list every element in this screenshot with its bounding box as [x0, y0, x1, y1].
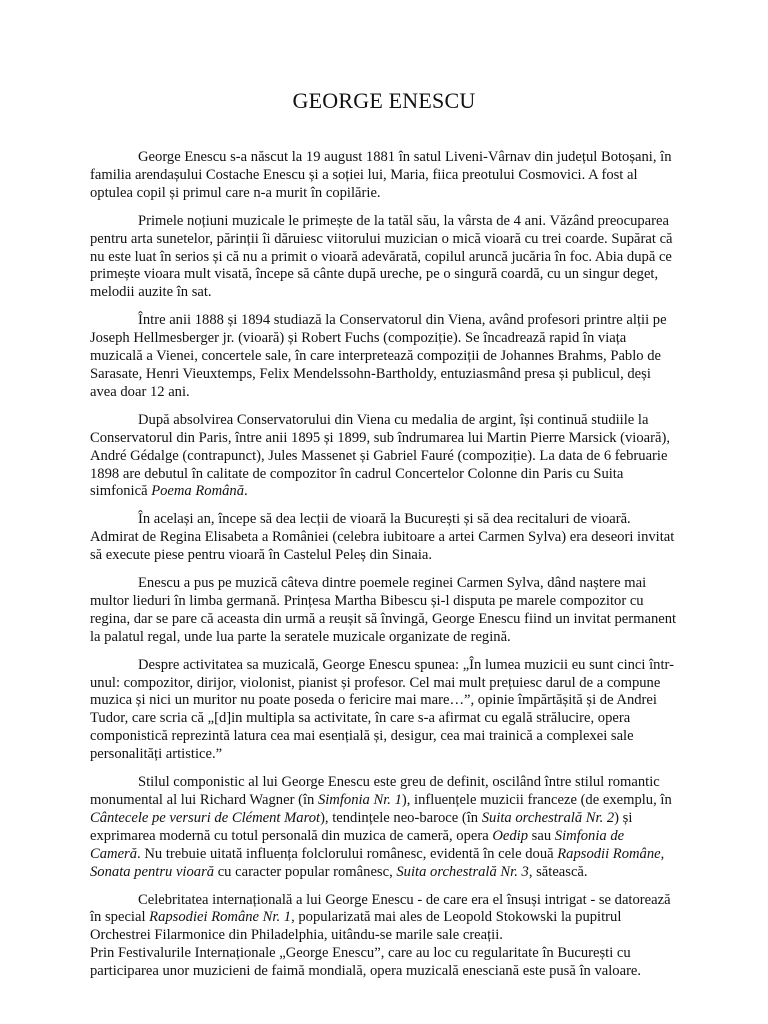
paragraph-text: .	[244, 483, 248, 500]
work-title: Poema Română	[151, 483, 245, 500]
work-title: Rapsodiei Române Nr. 1	[149, 909, 292, 926]
paragraph-text: ), tendințele neo-baroce (în	[320, 809, 482, 826]
paragraph-text: sau	[528, 827, 555, 844]
paragraph-text: . Nu trebuie uitată influența folclorului românesc, evidentă în cele două	[137, 845, 558, 862]
paragraph-carmen-sylva: Enescu a pus pe muzică câteva dintre poemele reginei Carmen Sylva, dând naștere mai multor lieduri în limba germană. Prințesa Martha Bibescu și-l disputa pe marele compozitor cu regina, dar se pare că aceasta din urmă a reușit să învingă, George Enescu fiind un invitat permanent la palatul regal, unde lua parte la seratele muzicale organizate de regină.	[90, 575, 677, 645]
work-title: Rapsodii Române	[557, 845, 661, 862]
paragraph-text: Celebritatea internațională a lui George Enescu - de care era el însuși intrigat - se datorează în special	[90, 891, 671, 926]
work-title: Sonata pentru vioară	[90, 863, 215, 880]
paragraph-style	[90, 774, 678, 881]
paragraph-text: , popularizată mai ales de Leopold Stokowski la pupitrul Orchestrei Filarmonice din Philadelphia, uitându-se marile sale creații.	[90, 909, 622, 944]
paragraph-text: , sătească.	[528, 863, 588, 880]
paragraph-text: ,	[660, 845, 665, 862]
paragraph-celebrity	[90, 892, 678, 946]
paragraph-vienna: Între anii 1888 și 1894 studiază la Conservatorul din Viena, având profesori printre alții pe Joseph Hellmesberger jr. (vioară) și Robert Fuchs (compoziție). Se încadrează rapid în viața muzicală a Vienei, concertele sale, în care interpretează compoziții de Johannes Brahms, Pablo de Sarasate, Henri Vieuxtemps, Felix Mendelssohn-Bartholdy, entuziasmând presa și publicul, deși avea doar 12 ani.	[90, 312, 667, 400]
work-title: Suita orchestrală Nr. 3	[396, 863, 529, 880]
paragraph-paris	[90, 412, 678, 502]
paragraph-text: cu caracter popular românesc,	[214, 863, 397, 880]
paragraph-text: ) și exprimarea modernă cu totul personală din muzica de cameră, opera	[90, 809, 633, 844]
document-body	[90, 149, 678, 991]
work-title: Simfonia de Cameră	[90, 827, 625, 862]
paragraph-text: ), influențele muzicii franceze (de exemplu, în	[401, 792, 672, 808]
document-title: GEORGE ENESCU	[292, 88, 476, 113]
paragraph-birth: George Enescu s-a născut la 19 august 1881 în satul Liveni-Vârnav din județul Botoșani, în familia arendașului Costache Enescu și a soției lui, Maria, fiica preotului Cosmovici. A fost al optulea copil și primul care n-a murit în copilărie.	[90, 149, 672, 201]
paragraph-text: După absolvirea Conservatorului din Viena cu medalia de argint, își continuă studiile la Conservatorul din Paris, între anii 1895 și 1899, sub îndrumarea lui Martin Pierre Marsick (vioară), André Gédalge (contrapunct), Jules Massenet și Gabriel Fauré (compoziție). La data de 6 februarie 1898 are debutul în calitate de compozitor în cadrul Concertelor Colonne din Paris cu Suita simfonică	[90, 411, 670, 500]
paragraph-text: Stilul componistic al lui George Enescu este greu de definit, oscilând între stilul romantic monumental al lui Richard Wagner (în	[90, 774, 660, 808]
work-title: Suita orchestrală Nr. 2	[481, 809, 615, 826]
work-title: Cântecele pe versuri de Clément Marot	[90, 809, 321, 826]
work-title: Simfonia Nr. 1	[317, 792, 402, 808]
work-title: Oedip	[492, 827, 529, 844]
paragraph-bucharest: În același an, începe să dea lecții de vioară la București și să dea recitaluri de vioară. Admirat de Regina Elisabeta a României (celebra iubitoare a artei Carmen Sylva) era deseori invitat să execute piese pentru vioară în Castelul Peleș din Sinaia.	[90, 511, 675, 564]
paragraph-childhood: Primele noțiuni muzicale le primește de la tatăl său, la vârsta de 4 ani. Văzând preocuparea pentru arta sunetelor, părinții îi dăruiesc viitorului muzician o mică vioară cu trei coarde. Supărat că nu este luat în serios și că nu a primit o vioară adevărată, copilul aruncă jucăria în foc. Abia după ce primește vioara mult visată, începe să cânte după ureche, pe o singură coardă, cu un singur deget, melodii auzite în sat.	[90, 212, 673, 301]
paragraph-quote: Despre activitatea sa muzicală, George Enescu spunea: „În lumea muzicii eu sunt cinci într-unul: compozitor, dirijor, violonist, pianist și profesor. Cel mai mult prețuiesc darul de a compune muzica și nici un muritor nu poate poseda o fericire mai mare…”, opinie împărtășită și de Andrei Tudor, care scria că „[d]in multipla sa activitate, în care s-a afirmat cu egală strălucire, opera componistică reprezintă latura cea mai esențială și, desigur, cea mai trainică a complexei sale personalități artistice.”	[90, 656, 674, 763]
paragraph-festival: Prin Festivalurile Internaționale „George Enescu”, care au loc cu regularitate în București cu participarea unor muzicieni de faimă mondială, opera muzicală enesciană este pusă în valoare.	[90, 945, 642, 980]
